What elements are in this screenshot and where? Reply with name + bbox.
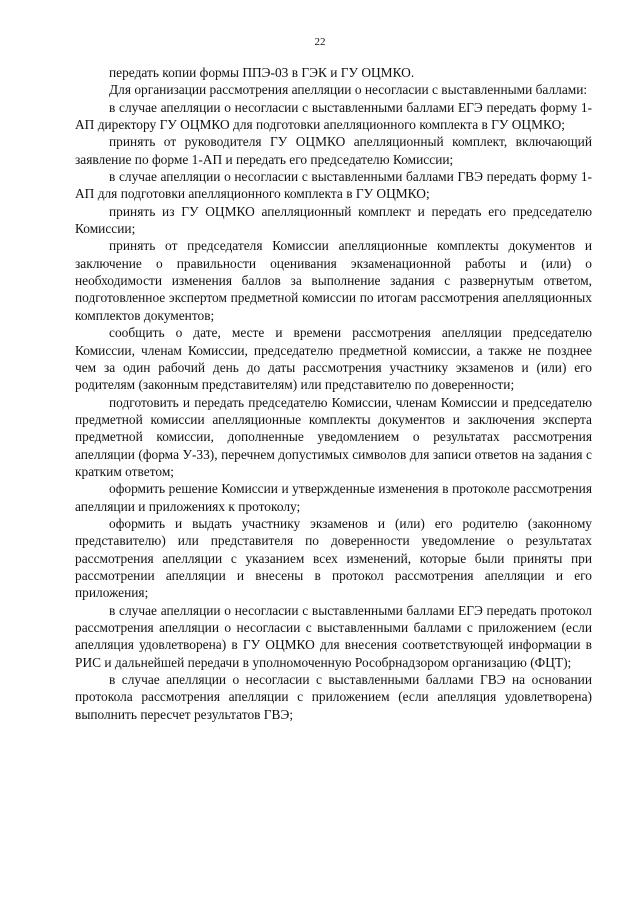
page-body xyxy=(75,64,592,723)
paragraph: сообщить о дате, месте и времени рассмотрения апелляции председателю Комиссии, членам Комиссии, председателю предметной комиссии, а также не позднее чем за один рабочий день до даты рассмотрения участнику экзаменов и (или) его родителям (законным представителям) или представителю по доверенности; xyxy=(75,325,592,393)
paragraph: подготовить и передать председателю Комиссии, членам Комиссии и председателю предметной комиссии апелляционные комплекты документов и заключения эксперта предметной комиссии, дополненные уведомлением о результатах рассмотрения апелляции (форма У-33), перечнем допустимых символов для записи ответов на задания с кратким ответом; xyxy=(75,394,592,479)
paragraph: передать копии формы ППЭ-03 в ГЭК и ГУ ОЦМКО. xyxy=(109,65,415,80)
paragraph: Для организации рассмотрения апелляции о несогласии с выставленными баллами: xyxy=(109,82,588,98)
paragraph: принять от председателя Комиссии апелляционные комплекты документов и заключение о правильности оценивания экзаменационной работы и (или) о необходимости изменения баллов за выполнение задания с развернутым ответом, подготовленное экспертом предметной комиссии по итогам рассмотрения апелляционных комплектов документов; xyxy=(75,238,592,323)
paragraph: в случае апелляции о несогласии с выставленными баллами ЕГЭ передать протокол рассмотрения апелляции о несогласии с выставленными баллами с приложением (если апелляция удовлетворена) в ГУ ОЦМКО для внесения соответствующей информации в РИС и дальнейшей передачи в уполномоченную Рособрнадзором организацию (ФЦТ); xyxy=(75,602,592,670)
paragraph: оформить и выдать участнику экзаменов и (или) его родителю (законному представителю) или представителя по доверенности уведомление о результатах рассмотрения апелляции с указанием всех изменений, которые были приняты при рассмотрении апелляции и внесены в протокол рассмотрения апелляции и его приложения; xyxy=(75,515,592,601)
paragraph: в случае апелляции о несогласии с выставленными баллами ГВЭ передать форму 1-АП для подготовки апелляционного комплекта в ГУ ОЦМКО; xyxy=(75,169,592,202)
paragraph: в случае апелляции о несогласии с выставленными баллами ГВЭ на основании протокола рассмотрения апелляции с приложением (если апелляция удовлетворена) выполнить пересчет результатов ГВЭ; xyxy=(75,672,592,722)
paragraph: принять от руководителя ГУ ОЦМКО апелляционный комплект, включающий заявление по форме 1-АП и передать его председателю Комиссии; xyxy=(75,134,592,167)
page-number: 22 xyxy=(314,36,326,48)
paragraph: оформить решение Комиссии и утвержденные изменения в протоколе рассмотрения апелляции и приложениях к протоколу; xyxy=(75,481,592,514)
paragraph: принять из ГУ ОЦМКО апелляционный комплект и передать его председателю Комиссии; xyxy=(75,203,592,237)
paragraph: в случае апелляции о несогласии с выставленными баллами ЕГЭ передать форму 1-АП директору ГУ ОЦМКО для подготовки апелляционного комплекта в ГУ ОЦМКО; xyxy=(75,99,592,133)
